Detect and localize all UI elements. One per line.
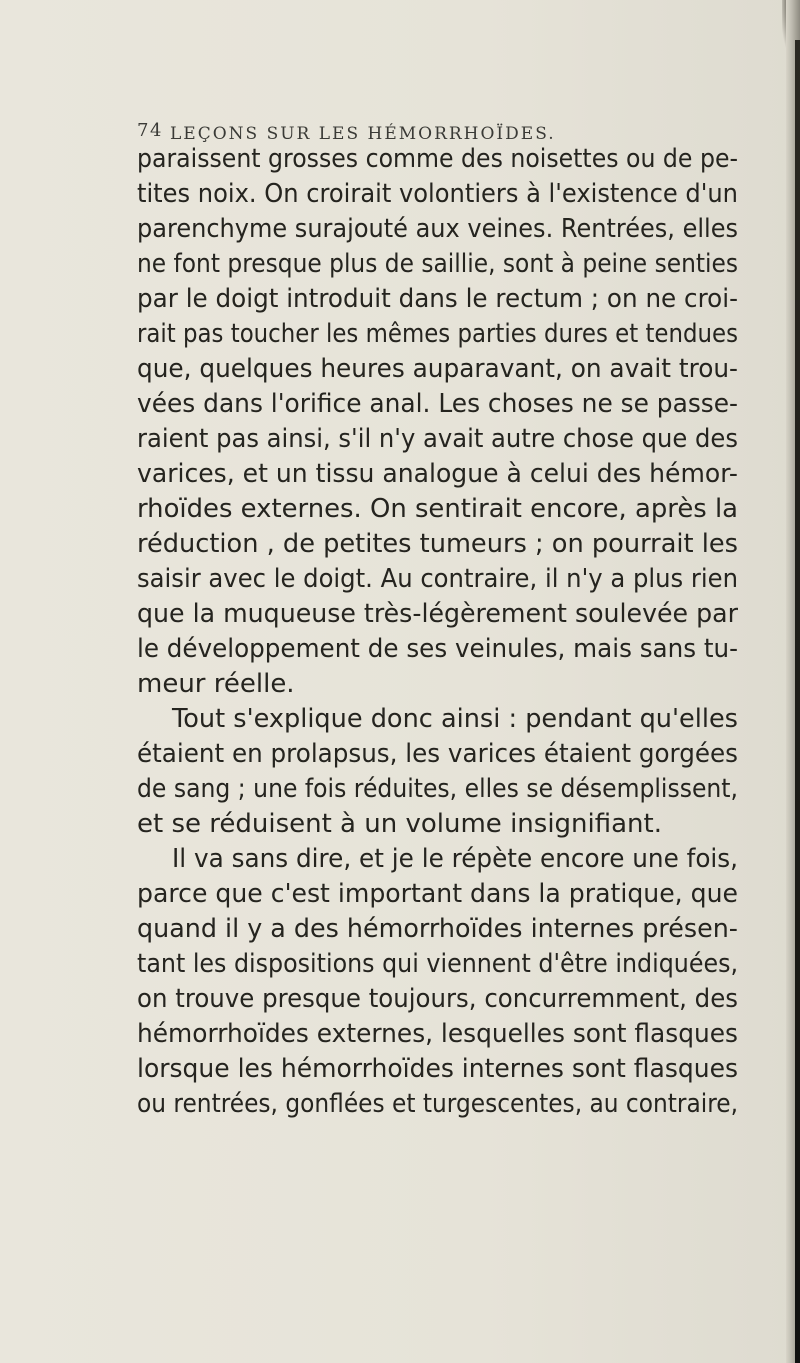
body-line: Il va sans dire, et je le répète encore une fois, — [172, 844, 739, 874]
body-line: meur réelle. — [137, 669, 295, 699]
body-line: tites noix. On croirait volontiers à l'existence d'un — [137, 179, 738, 209]
body-line: que la muqueuse très-légèrement soulevée par — [137, 599, 738, 629]
body-line: que, quelques heures auparavant, on avait trou- — [137, 354, 739, 384]
body-line: le développement de ses veinules, mais sans tu- — [137, 634, 739, 664]
body-line: Tout s'explique donc ainsi : pendant qu'elles — [172, 704, 739, 734]
body-line: raient pas ainsi, s'il n'y avait autre chose que des — [137, 424, 738, 454]
body-line: rhoïdes externes. On sentirait encore, après la — [137, 494, 739, 524]
body-line: parce que c'est important dans la pratique, que — [137, 879, 739, 909]
body-line: rait pas toucher les mêmes parties dures et tendues — [137, 319, 738, 349]
body-line: par le doigt introduit dans le rectum ; on ne croi- — [137, 284, 738, 314]
body-line: varices, et un tissu analogue à celui des hémor- — [137, 459, 738, 489]
body-line: de sang ; une fois réduites, elles se désemplissent, — [137, 774, 739, 804]
body-line: saisir avec le doigt. Au contraire, il n'y a plus rien — [137, 564, 739, 594]
running-title: LEÇONS SUR LES HÉMORRHOÏDES. — [170, 124, 556, 144]
body-line: ou rentrées, gonflées et turgescentes, au contraire, — [137, 1089, 739, 1119]
body-line: paraissent grosses comme des noisettes ou de pe- — [137, 144, 738, 174]
body-line: tant les dispositions qui viennent d'être indiquées, — [137, 949, 739, 979]
body-line: parenchyme surajouté aux veines. Rentrées, elles — [137, 214, 739, 244]
body-line: réduction , de petites tumeurs ; on pourrait les — [137, 529, 738, 559]
body-line: lorsque les hémorrhoïdes internes sont flasques — [137, 1054, 738, 1084]
page-edge-dark — [795, 40, 800, 1363]
body-line: quand il y a des hémorrhoïdes internes présen- — [137, 914, 738, 944]
body-line: et se réduisent à un volume insignifiant. — [137, 809, 662, 839]
body-line: étaient en prolapsus, les varices étaient gorgées — [137, 739, 739, 769]
body-line: on trouve presque toujours, concurremment, des — [137, 984, 738, 1014]
body-line: vées dans l'orifice anal. Les choses ne se passe- — [137, 389, 739, 419]
body-line: hémorrhoïdes externes, lesquelles sont flasques — [137, 1019, 738, 1049]
body-line: ne font presque plus de saillie, sont à peine senties — [137, 249, 738, 279]
page-number: 74 — [137, 120, 163, 141]
